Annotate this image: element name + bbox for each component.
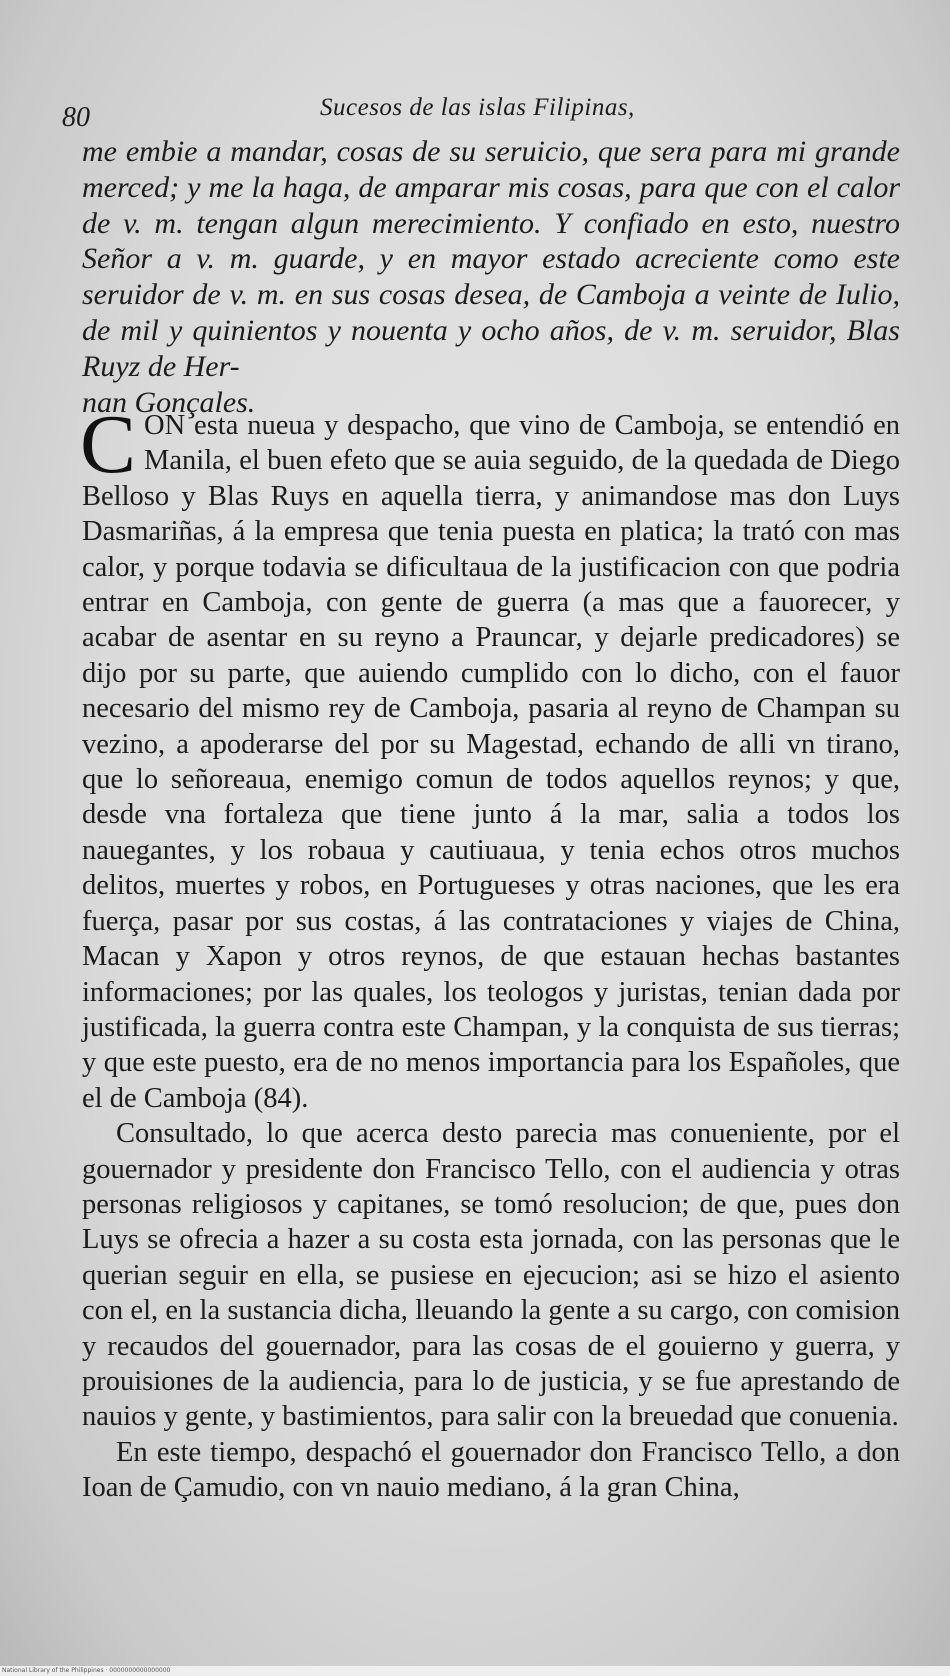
page-number: 80 — [62, 102, 90, 133]
scan-credit-text: National Library of the Philippines · 0000000000000000 — [2, 1667, 171, 1674]
paragraph-2: Consultado, lo que acerca desto parecia mas conueniente, por el gouernador y presidente don Francisco Tello, con el audiencia y otras personas religiosos y capitanes, se tomó resolucion; de que, pues don Luys se ofrecia a hazer a su costa esta jornada, con las personas que le querian seguir en ella, se pusiese en ejecucion; asi se hizo el asiento con el, en la sustancia dicha, lleuando la gente a su cargo, con comision y recaudos del gouernador, para las cosas de el gouierno y guerra, y prouisiones de la audiencia, para lo de justicia, y se fue aprestando de nauios y gente, y bastimientos, para salir con la breuedad que conuenia. — [82, 1118, 900, 1433]
page-header — [62, 88, 882, 133]
paragraph-3: En este tiempo, despachó el gouernador don Francisco Tello, a don Ioan de Çamudio, con vn nauio mediano, á la gran China, — [82, 1436, 900, 1504]
letter-signature: nan Gonçales. — [82, 385, 256, 419]
letter-closing-text: me embie a mandar, cosas de su seruicio, que sera para mi grande merced; y me la haga, de amparar mis cosas, para que con el calor de v. m. tengan algun merecimiento. Y confiado en esto, nuestro Señor a v. m. guarde, y en mayor estado acreciente como este seruidor de v. m. en sus cosas desea, de Camboja a veinte de Iulio, de mil y quinientos y nouenta y ocho años, de v. m. seruidor, Blas Ruyz de Her- — [82, 135, 900, 383]
letter-closing — [82, 134, 900, 420]
scan-credit-strip — [0, 1666, 950, 1676]
running-title: Sucesos de las islas Filipinas, — [320, 94, 635, 121]
drop-cap: C — [80, 398, 137, 491]
paragraph-1-text: ON esta nueua y despacho, que vino de Camboja, se entendió en Manila, el buen efeto que se auia seguido, de la quedada de Diego Belloso y Blas Ruys en aquella tierra, y animandose mas don Luys Dasmariñas, á la empresa que tenia puesta en platica; la trató con mas calor, y porque todavia se dificultaua de la justificacion con que podria entrar en Camboja, con gente de guerra (a mas que a fauorecer, y acabar de asentar en su reyno a Prauncar, y dejarle predicadores) se dijo por su parte, que auiendo cumplido con lo dicho, con el fauor necesario del mismo rey de Camboja, pasaria al reyno de Champan su vezino, a apoderarse del por su Magestad, echando de alli vn tirano, que lo señoreaua, enemigo comun de todos aquellos reynos; y que, desde vna fortaleza que tiene junto á la mar, salia a todos los nauegantes, y los robaua y cautiuaua, y tenia echos otros muchos delitos, muertes y robos, en Portugueses y otras naciones, que les era fuerça, pasar por sus costas, á las contrataciones y viajes de China, Macan y Xapon y otros reynos, de que estauan hechas bastantes informaciones; por las quales, los teologos y juristas, tenian dada por justificada, la guerra contra este Champan, y la conquista de sus tierras; y que este puesto, era de no menos importancia para los Españoles, que el de Camboja (84). — [82, 410, 900, 1114]
